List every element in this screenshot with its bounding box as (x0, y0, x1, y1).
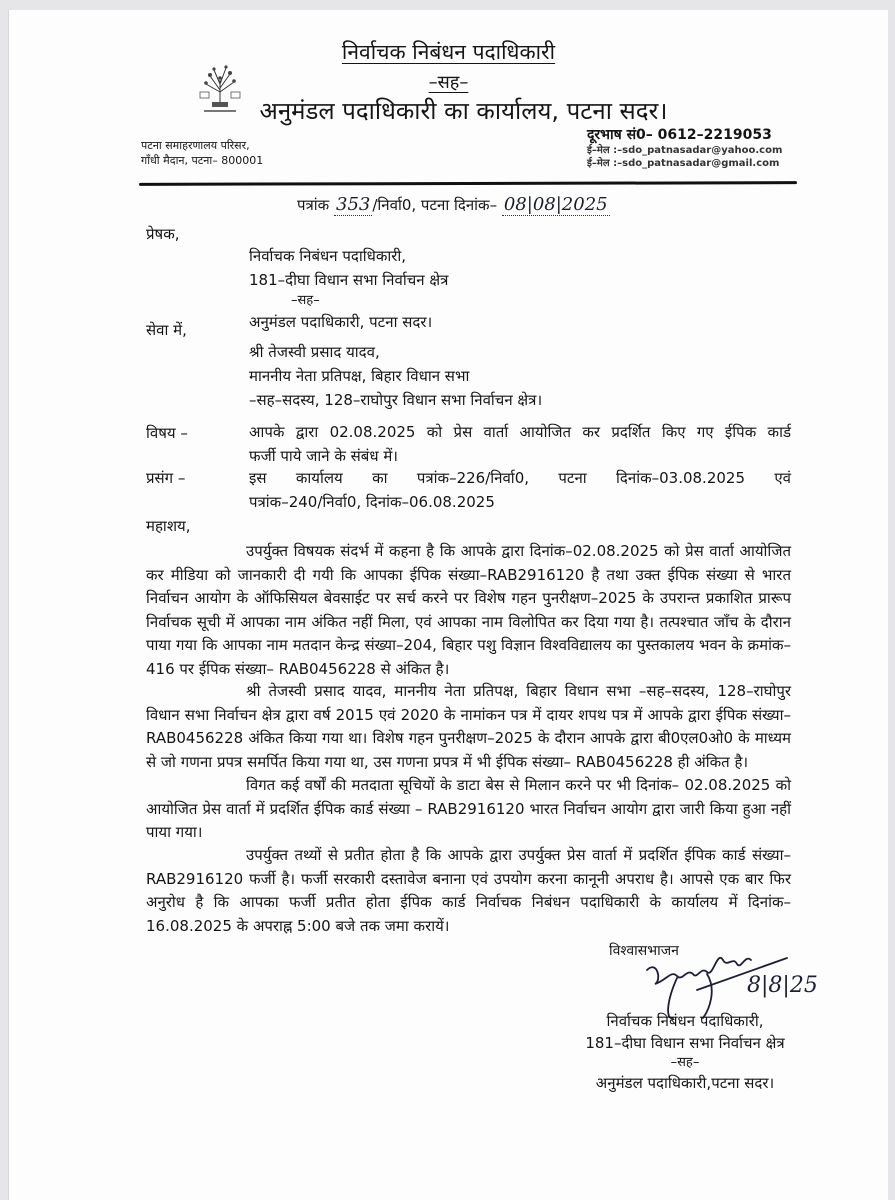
sender-line: निर्वाचक निबंधन पदाधिकारी, (249, 247, 407, 265)
body-paragraph-text: उपर्युक्त विषयक संदर्भ में कहना है कि आपके द्वारा दिनांक–02.08.2025 को प्रेस वार्ता आयोजित कर मीडिया को जानकारी दी गयी कि आपका ईपिक संख्या–RAB2916120 है तथा उक्त ईपिक संख्या से भारत निर्वाचन आयोग के ऑफिसियल बेवसाईट पर सर्च करने पर विशेष गहन पुनरीक्षण–2025 के उपरान्त प्रकाशित प्रारूप निर्वाचक सूची में आपका नाम अंकित नहीं मिला, एवं आपका नाम विलोपित कर दिया गया है। तत्पश्चात जाँच के दौरान पाया गया कि आपका नाम मतदान केन्द्र संख्या–204, बिहार पशु विज्ञान विश्वविद्यालय का पुस्तकालय भवन के क्रमांक–416 पर ईपिक संख्या– RAB0456228 से अंकित है। (146, 542, 791, 678)
reference-prefix: पत्रांक (297, 196, 330, 214)
reference-line (297, 194, 610, 215)
letterhead-office: अनुमंडल पदाधिकारी का कार्यालय, पटना सदर। (259, 97, 668, 125)
office-contact (587, 126, 782, 170)
recipient-line: श्री तेजस्वी प्रसाद यादव, (249, 343, 380, 361)
signatory-line: –सह– (670, 1055, 700, 1070)
signatory-block (565, 1010, 805, 1094)
handwritten-signature (637, 940, 818, 1020)
body-paragraph (146, 540, 791, 681)
body-paragraph-text: श्री तेजस्वी प्रसाद यादव, माननीय नेता प्रतिपक्ष, बिहार विधान सभा –सह–सदस्य, 128–राघोपुर विधान सभा निर्वाचन क्षेत्र द्वारा वर्ष 2015 एवं 2020 के नामांकन पत्र में दायर शपथ पत्र में आपके द्वारा ईपिक संख्या– RAB0456228 अंकित किया गया था। विशेष गहन पुनरीक्षण–2025 के दौरान आपके द्वारा बी0एल0ओ0 के माध्यम से जो गणना प्रपत्र समर्पित किया गया था, उस गणना प्रपत्र में भी ईपिक संख्या– RAB0456228 ही अंकित है। (146, 682, 791, 771)
sender-line: –सह– (291, 293, 320, 308)
address-line: गाँधी मैदान, पटना– 800001 (141, 154, 264, 167)
recipient-line: –सह–सदस्य, 128–राघोपुर विधान सभा निर्वाचन क्षेत्र। (249, 391, 543, 409)
letterhead-divider (139, 181, 797, 186)
office-address (141, 138, 263, 168)
body-paragraph-text: विगत कई वर्षों की मतदाता सूचियों के डाटा बेस से मिलान करने पर भी दिनांक– 02.08.2025 को आयोजित प्रेस वार्ता में प्रदर्शित ईपिक कार्ड संख्या – RAB2916120 भारत निर्वाचन आयोग द्वारा जारी किया हुआ नहीं पाया गया। (146, 776, 791, 841)
reference-number: 353 (336, 194, 371, 215)
letterhead-title: निर्वाचक निबंधन पदाधिकारी (341, 40, 556, 64)
subject-label: विषय – (146, 424, 188, 442)
recipient-line: माननीय नेता प्रतिपक्ष, बिहार विधान सभा (249, 367, 470, 385)
sender-line: अनुमंडल पदाधिकारी, पटना सदर। (249, 313, 433, 331)
valediction: विश्वासभाजन (609, 943, 679, 959)
sender-label: प्रेषक, (146, 225, 180, 243)
recipient-block (249, 340, 542, 412)
letter-page (8, 10, 888, 1200)
sender-block (249, 244, 448, 334)
address-line: पटना समाहरणालय परिसर, (141, 139, 250, 152)
letterhead-conjunction: –सह– (428, 72, 469, 93)
signatory-line: अनुमंडल पदाधिकारी,पटना सदर। (595, 1074, 775, 1092)
body-paragraph (146, 844, 791, 938)
recipient-label: सेवा में, (146, 321, 187, 339)
signatory-line: निर्वाचक निबंधन पदाधिकारी, (606, 1012, 764, 1030)
signature-date: 8|8|25 (747, 973, 818, 998)
subject-line-2: फर्जी पाये जाने के संबंध में। (249, 447, 398, 465)
sender-line: 181–दीघा विधान सभा निर्वाचन क्षेत्र (249, 271, 449, 289)
body-paragraph (146, 774, 791, 845)
reference-suffix: /निर्वा0, पटना दिनांक– (372, 196, 498, 214)
email-yahoo: ई–मेल :–sdo_patnasadar@yahoo.com (587, 145, 783, 156)
signatory-line: 181–दीघा विधान सभा निर्वाचन क्षेत्र (585, 1034, 785, 1052)
salutation: महाशय, (146, 517, 191, 535)
bihar-government-emblem-icon (194, 62, 246, 116)
reference-date: 08|08|2025 (503, 194, 608, 215)
body-paragraph-text: उपर्युक्त तथ्यों से प्रतीत होता है कि आपके द्वारा उपर्युक्त प्रेस वार्ता में प्रदर्शित ईपिक कार्ड संख्या– RAB2916120 फर्जी है। फर्जी सरकारी दस्तावेज बनाना एवं उपयोग करना कानूनी अपराध है। आपसे एक बार फिर अनुरोध है कि आपका फर्जी प्रतीत होता ईपिक कार्ड निर्वाचक निबंधन पदाधिकारी के कार्यालय में दिनांक–16.08.2025 के अपराह्न 5:00 बजे तक जमा करायें। (146, 846, 791, 935)
context-label: प्रसंग – (146, 469, 186, 487)
body-paragraph (146, 680, 791, 774)
context-line-1: इस कार्यालय का पत्रांक–226/निर्वा0, पटना दिनांक–03.08.2025 एवं (249, 469, 791, 487)
email-gmail: ई–मेल :–sdo_patnasadar@gmail.com (587, 158, 780, 169)
context-line-2: पत्रांक–240/निर्वा0, दिनांक–06.08.2025 (249, 493, 495, 511)
phone-number: दूरभाष सं0– 0612–2219053 (587, 127, 772, 143)
subject-line-1: आपके द्वारा 02.08.2025 को प्रेस वार्ता आयोजित कर प्रदर्शित किए गए ईपिक कार्ड (249, 423, 791, 441)
